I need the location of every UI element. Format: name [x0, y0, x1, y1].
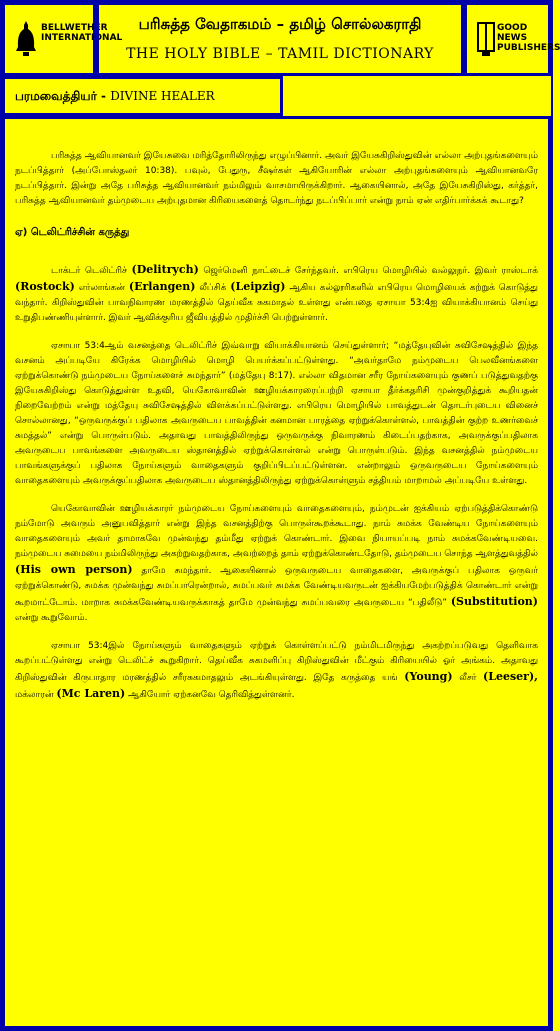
entry-tamil: பரமவைத்தியர் -: [15, 89, 106, 103]
text-run: ஏசாயா 53:4இல் நோய்களும் வாதைகளும் ஏற்றுக் கொள்ளப்பட்டு நம்மிடமிருந்து அகற்றப்படுவது தெளிவாக கூறப்பட்டுள்ளது என்று டெலிட்ச் கூறுகிறார். தெய்வீக சுகமளிப்பு கிறிஸ்துவின் மீட்கும் கிரியையில் ஓர் அங்கம். அதாவது கிறிஸ்துவின் கிருபாதார மரணத்தில் சரீரசுகமாதலும் அடங்கியுள்ளது. இதே கருத்தை யங்: [15, 641, 538, 683]
good-news-book-icon: [475, 19, 497, 59]
text-run: யெகோவாவின் ஊழியக்காரர் நம்முடைய நோய்களையும் வாதைகளையும், நம்முடன் ஐக்கியம் ஏற்படுத்திக்கொண்டு நம்மோடு அவரும் அனுபவித்தார் என்று இந்த வசனத்திற்கு பொருள்கூறக்கூடாது. நாம் சுமக்க வேண்டிய நோய்களையும் வாதைகளையும் அவர் தாமாகவே முன்வந்து தம்மீது ஏற்றுக் கொண்டார். இவை நியாயப்படி நாம் சுமக்கவேண்டியவை. நம்முடைய சுமையை நம்மிலிருந்து அகற்றுவதற்காக, அவற்றைத் தாம் ஏற்றுக்கொண்டதோடு, தம்முடைய சொந்த ஆளத்துவத்தில்: [15, 504, 538, 559]
title-english: THE HOLY BIBLE – TAMIL DICTIONARY: [126, 46, 434, 62]
section-heading: ஏ) டெலிட்ரிச்சின் கருத்து: [15, 227, 130, 238]
paragraph-conclusion: [15, 639, 538, 703]
bellwether-bell-icon: [15, 19, 37, 59]
text-run: எர்லாங்கன்: [74, 283, 129, 293]
entry-english: DIVINE HEALER: [110, 89, 215, 103]
paragraph-isaiah-interpretation: ஏசாயா 53:4ஆம் வசனத்தை டெலிட்ரிச் இவ்வாறு வியாக்கியானம் செய்துள்ளார்; “மத்தேயுவின் சுவிசேஷத்தில் இந்த வசனம் அப்படியே கிரேக்க மொழியில் மொழி பெயர்க்கப்பட்டுள்ளது. “அவர்தாமே நம்முடைய பெலவீனங்களை ஏற்றுக்கொண்டு நம்முடைய நோய்களைச் சுமந்தார்” (மத்தேயு 8:17). எல்லா விதமான சரீர நோய்களையும் குணப் படுத்துவதற்கு இயேசுகிறிஸ்து கொடுத்துள்ள உதவி, யெகோவாவின் ஊழியக்காரரைப்பற்றி ஏசாயா தீர்க்கதரிசி முன்குறித்துக் கூறியதன் நிறைவேற்றம் என்று மத்தேயு சுவிசேஷத்தில் விளக்கப்பட்டுள்ளது. எபிரெய மொழியில் பாவத்துடன் தொடர்புடைய வினைச் சொல்லானது, “ஒருவருக்குப் பதிலாக அவருடைய பாவத்தின் கனமான பாரத்தை ஏற்றுக்கொள்ளல், பாவத்தின் குற்ற உணர்வைச் சுமத்தல்” என்று பொருள்படும். அதாவது பாவத்திலிருந்து ஒருவருக்கு நிவாரணம் கிடைப்பதற்காக, அவருக்குப்பதிலாக அவருடைய பாவங்களை அவருடைய ஸ்தானத்தில் ஏற்றுக்கொள்ளல் என்று பொருள்படும். இந்த வசனத்தில் நம்முடைய பாவங்களுக்குப் பதிலாக நோய்களும் வாதைகளும் குறிப்பிடப்பட்டுள்ளன. என்றாலும் ஒருவருடைய நோய்களையும் வாதைகளையும் அவருக்குப்பதிலாக அவருடைய ஸ்தானத்திலிருந்து ஏற்றுக்கொள்ளும் சத்தியம் மாறாமல் அப்படியே உள்ளது.: [15, 341, 538, 486]
publisher-logo-right: [464, 2, 560, 76]
paragraph-delitrych: [15, 262, 538, 326]
text-run: ஆகிய கல்லூரிகளில் எபிரெய மொழியைக் கற்றுக் கொடுத்து வந்தார். கிறிஸ்துவின் பாவநிவாரண மரணத்தில் தெய்வீக சுகமாதல் உள்ளது என்பதை ஏசாயா 53:4ஐ வியாக்கியானம் செய்து உறுதிபண்ணியுள்ளார். இவர் ஆவிக்குரிய ஜீவியத்தில் முதிர்ச்சி பெற்றுள்ளார்.: [15, 283, 538, 323]
text-run: லீசர்: [452, 673, 484, 683]
term-leeser: (Leeser),: [483, 670, 538, 683]
entry-heading-box: [2, 76, 283, 116]
logo-left-text: BELLWETHER INTERNATIONAL: [41, 23, 123, 43]
text-run: என்று கூறுவோம்.: [15, 613, 88, 623]
logo-right-text: GOOD NEWS PUBLISHERS: [497, 23, 560, 53]
term-young: (Young): [404, 670, 453, 683]
title-tamil: பரிசுத்த வேதாகமம் – தமிழ் சொல்லகராதி: [138, 15, 422, 33]
term-rostock: (Rostock): [15, 280, 75, 293]
term-substitution: (Substitution): [450, 595, 538, 608]
term-leipzig: (Leipzig): [230, 280, 286, 293]
term-mclaren: (Mc Laren): [56, 687, 126, 700]
entry-heading: [15, 89, 215, 105]
text-run: மக்லாரன்: [15, 690, 57, 700]
text-run: ஆகியோர் ஏற்கனவே தெரிவித்துள்ளனர்.: [125, 690, 295, 700]
term-erlangen: (Erlangen): [128, 280, 196, 293]
text-run: டாக்டர் டெலிட்ரிச்: [51, 266, 132, 276]
text-run: லீப்சிக்: [195, 283, 231, 293]
text-run: தாமே சுமந்தார். ஆகையினால் ஒருவருடைய வாதைகளை, அவருக்குப் பதிலாக ஒருவர் ஏற்றுக்கொண்டு, சுமக்க முன்வந்து சுமப்பாரென்றால், சுமப்பவர் சுமக்க வேண்டியவருடன் ஐக்கியமேற்படுத்திக் கொண்டார் என்று கூறமாட்டோம். மாறாக சுமக்கவேண்டியவருக்காகத் தாமே முன்வந்து சுமப்பவரை அவருடைய “பதிலீடு”: [15, 566, 538, 608]
article-body-box: [2, 116, 551, 1029]
text-run: ஜெர்மெனி நாட்டைச் சேர்ந்தவர். எபிரெய மொழியில் வல்லுநர். இவர் ராஸ்டாக்: [198, 266, 538, 276]
term-his-own-person: (His own person): [15, 563, 133, 576]
article-body: [15, 149, 538, 716]
term-delitrych: (Delitrych): [131, 263, 199, 276]
publisher-logo-left: [2, 2, 123, 76]
dictionary-title-box: [96, 2, 464, 76]
paragraph-intro: பரிசுத்த ஆவியானவர் இயேசுவை மரித்தோரிலிருந்து எழுப்பினார். அவர் இயேசுகிறிஸ்துவின் எல்லா அற்புதங்களையும் நடப்பித்தார் (அப்போஸ்தலர் 10:38). பவுல், பேதுரு, சீஷர்கள் ஆகியோரின் எல்லா அற்புதங்களையும் ஆவியானவரே நடப்பித்தார். இன்று அதே பரிசுத்த ஆவியானவர் நம்மிலும் வாசமாயிருக்கிறார். ஆகையினால், அதே இயேசுகிறிஸ்து, கர்த்தர், பரிசுத்த ஆவியானவர் தம்முடைய அற்புதமான கிரியைகளைத் தொடர்ந்து நடப்பிப்பார் என்று நாம் ஏன் எதிர்பார்க்கக் கூடாது?: [15, 151, 538, 206]
paragraph-servant: [15, 502, 538, 626]
